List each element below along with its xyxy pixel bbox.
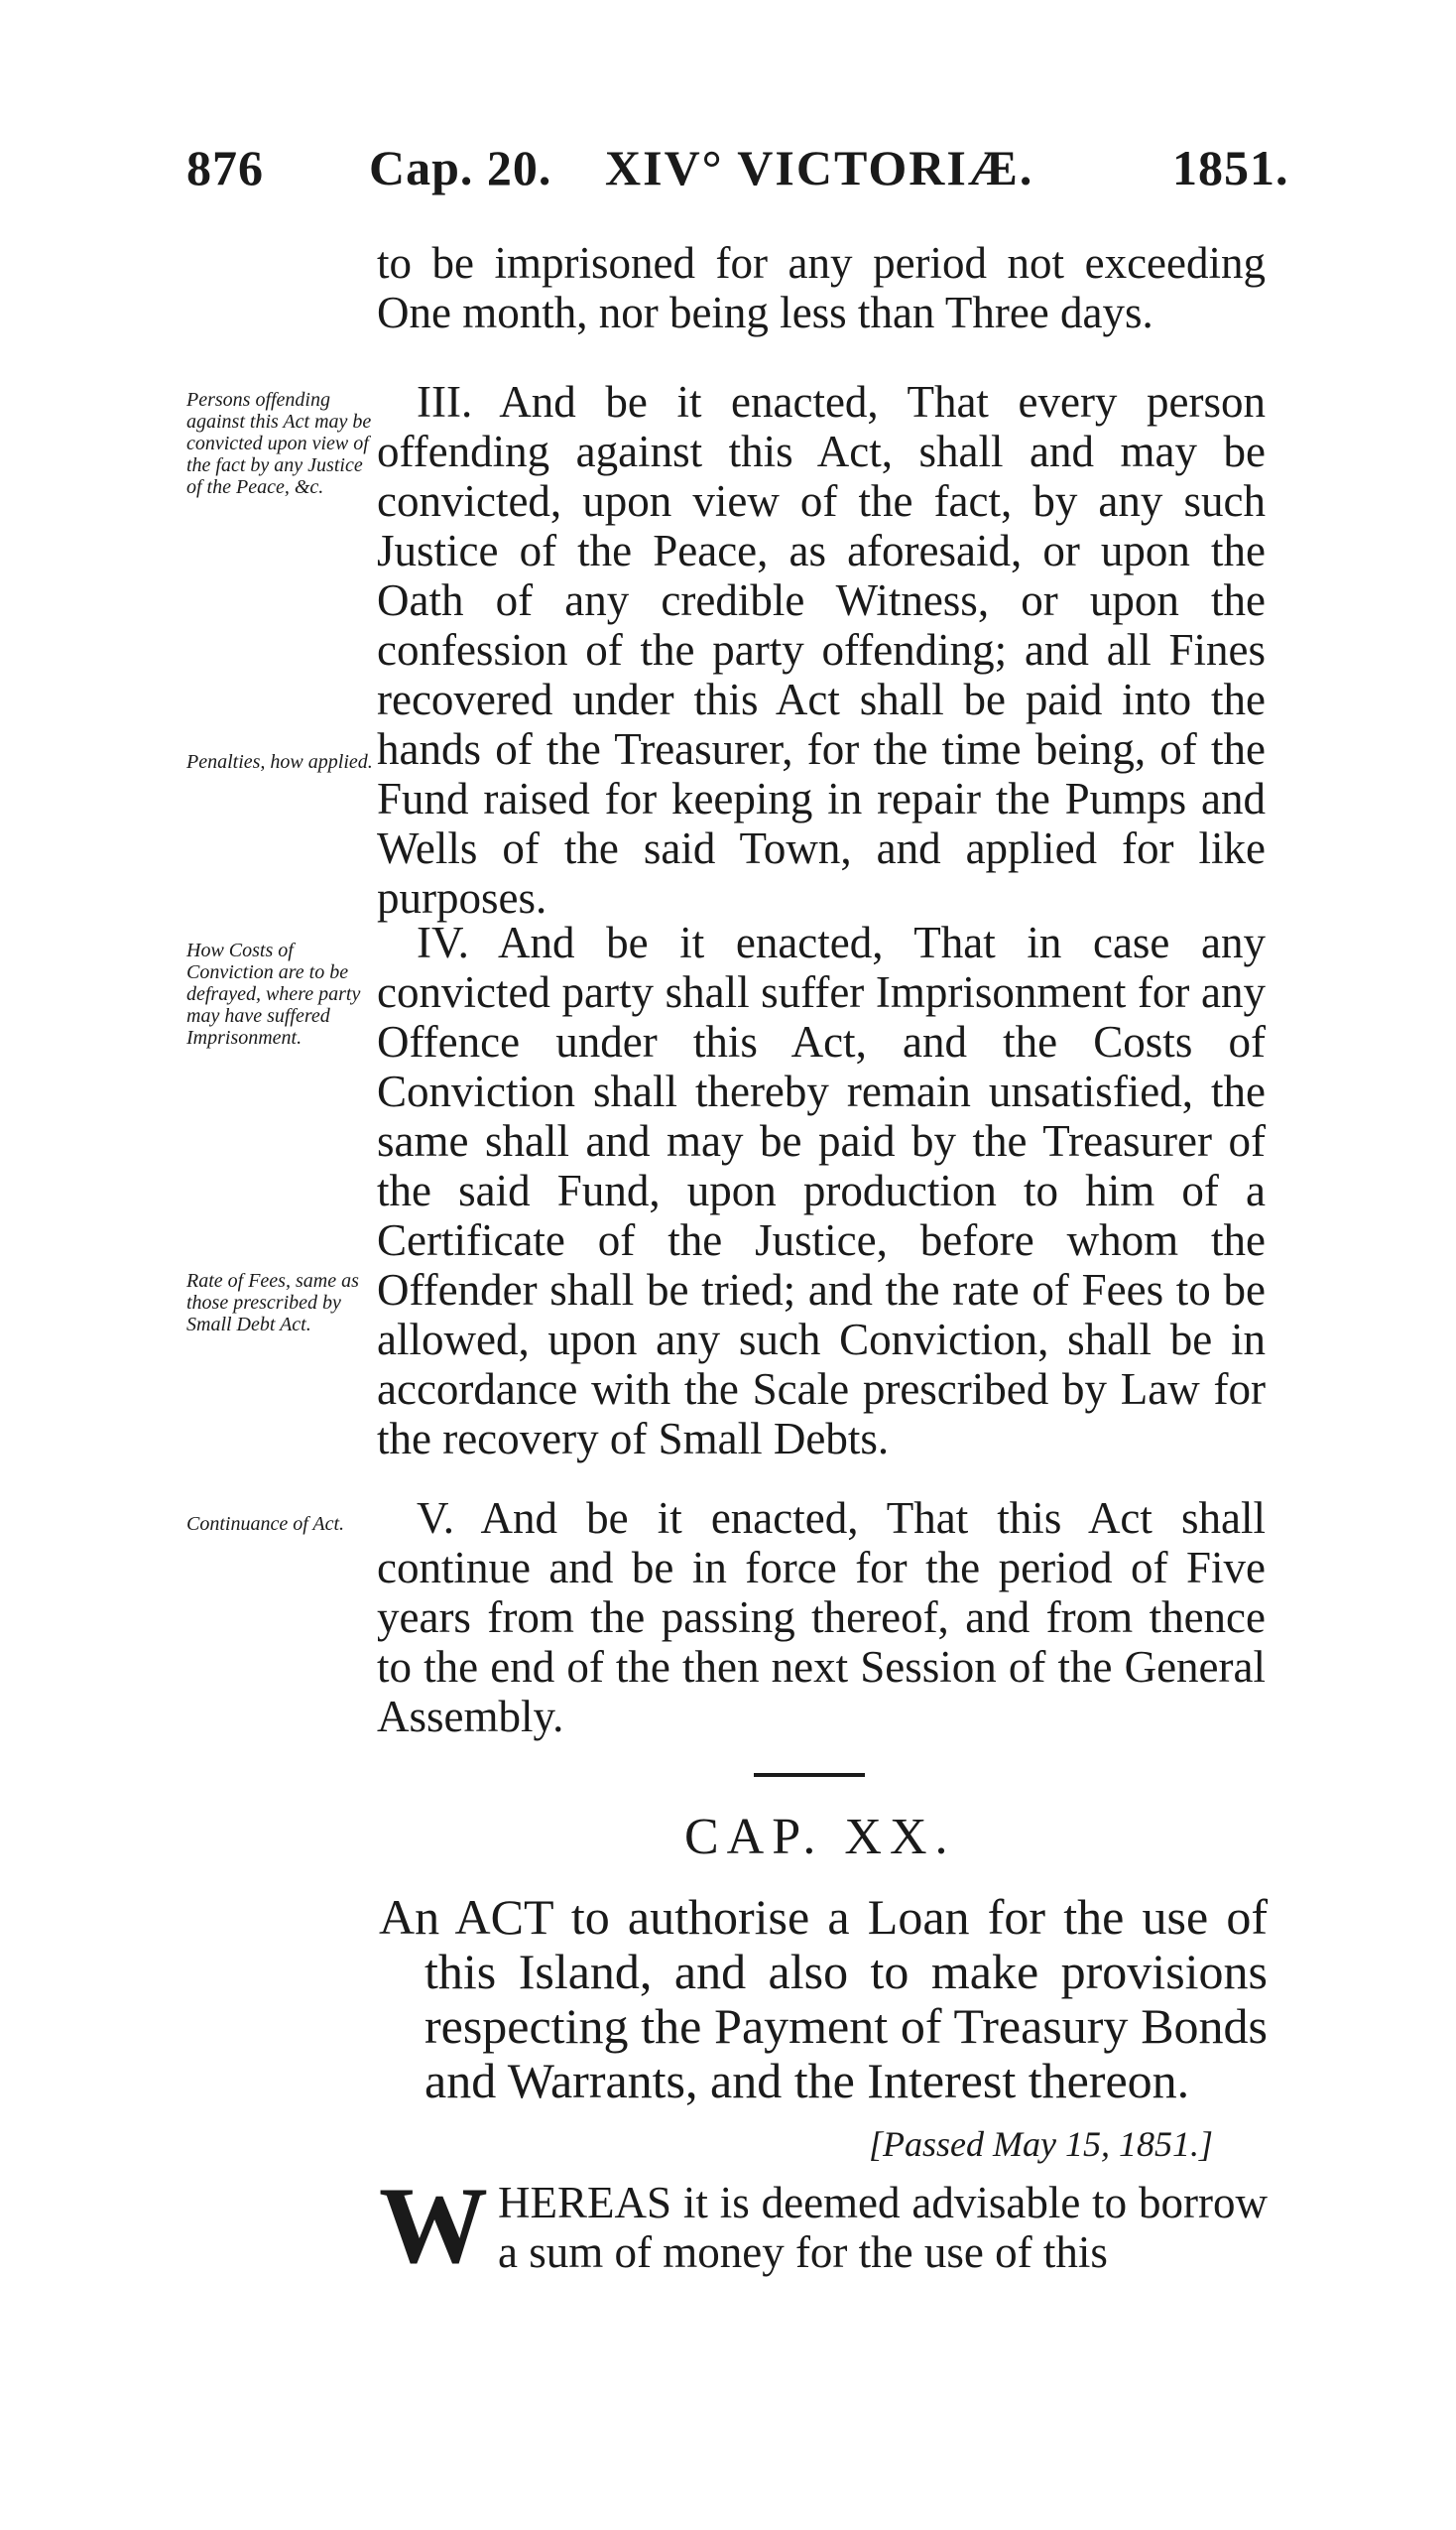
preamble-text: HEREAS it is deemed advisable to borrow a sum of money for the use of this	[498, 2178, 1268, 2277]
section-5: V. And be it enacted, That this Act shall continue and be in force for the period of Five years from the passing thereof, and from thence to the end of the then next Session of the General Assembly.	[377, 1493, 1266, 1741]
chapter-label: Cap. 20.	[369, 140, 552, 195]
margin-note-continuance: Continuance of Act.	[186, 1513, 345, 1535]
margin-note-penalties: Penalties, how applied.	[186, 751, 373, 773]
section-4: IV. And be it enacted, That in case any convicted party shall suffer Imprisonment for any Offence under this Act, and the Costs of Conviction shall thereby remain unsatisfied, the same shall and may be paid by the Treasurer of the said Fund, upon production to him of a Certificate of the Justice, before whom the Offender shall be tried; and the rate of Fees to be allowed, upon any such Conviction, shall be in accordance with the Scale prescribed by Law for the recovery of Small Debts.	[377, 918, 1266, 1463]
act-title-rest: this Island, and also to make provisions respecting the Payment of Treasury Bonds and Warrants, and the Interest thereon.	[425, 1944, 1268, 2108]
passed-date: [Passed May 15, 1851.]	[869, 2124, 1213, 2164]
section-3: III. And be it enacted, That every person offending against this Act, shall and may be convicted, upon view of the fact, by any such Justice of the Peace, as aforesaid, or upon the Oath of any credible Witness, or upon the confession of the party offending; and all Fines recovered under this Act shall be paid into the hands of the Treasurer, for the time being, of the Fund raised for keeping in repair the Pumps and Wells of the said Town, and applied for like purposes.	[377, 377, 1266, 923]
margin-note-costs: How Costs of Conviction are to be defrayed, where party may have suffered Imprisonment.	[186, 940, 361, 1049]
drop-cap: W	[379, 2165, 488, 2286]
year: 1851.	[1172, 140, 1289, 195]
act-title	[379, 1890, 1268, 2108]
section-divider	[754, 1773, 865, 1777]
margin-note-fees: Rate of Fees, same as those prescribed by Small Debt Act.	[186, 1270, 359, 1335]
preamble	[379, 2165, 1268, 2286]
chapter-heading: CAP. XX.	[684, 1809, 956, 1865]
page-number: 876	[186, 140, 264, 195]
margin-note-persons-offending: Persons offending against this Act may be convicted upon view of the fact by any Justice of the Peace, &c.	[186, 389, 372, 498]
act-title-first-line: An ACT to authorise a Loan for the use of	[379, 1889, 1268, 1945]
regnal-year: XIV° VICTORIÆ.	[605, 140, 1034, 195]
continuation-text: to be imprisoned for any period not exceeding One month, nor being less than Three days.	[377, 238, 1266, 337]
